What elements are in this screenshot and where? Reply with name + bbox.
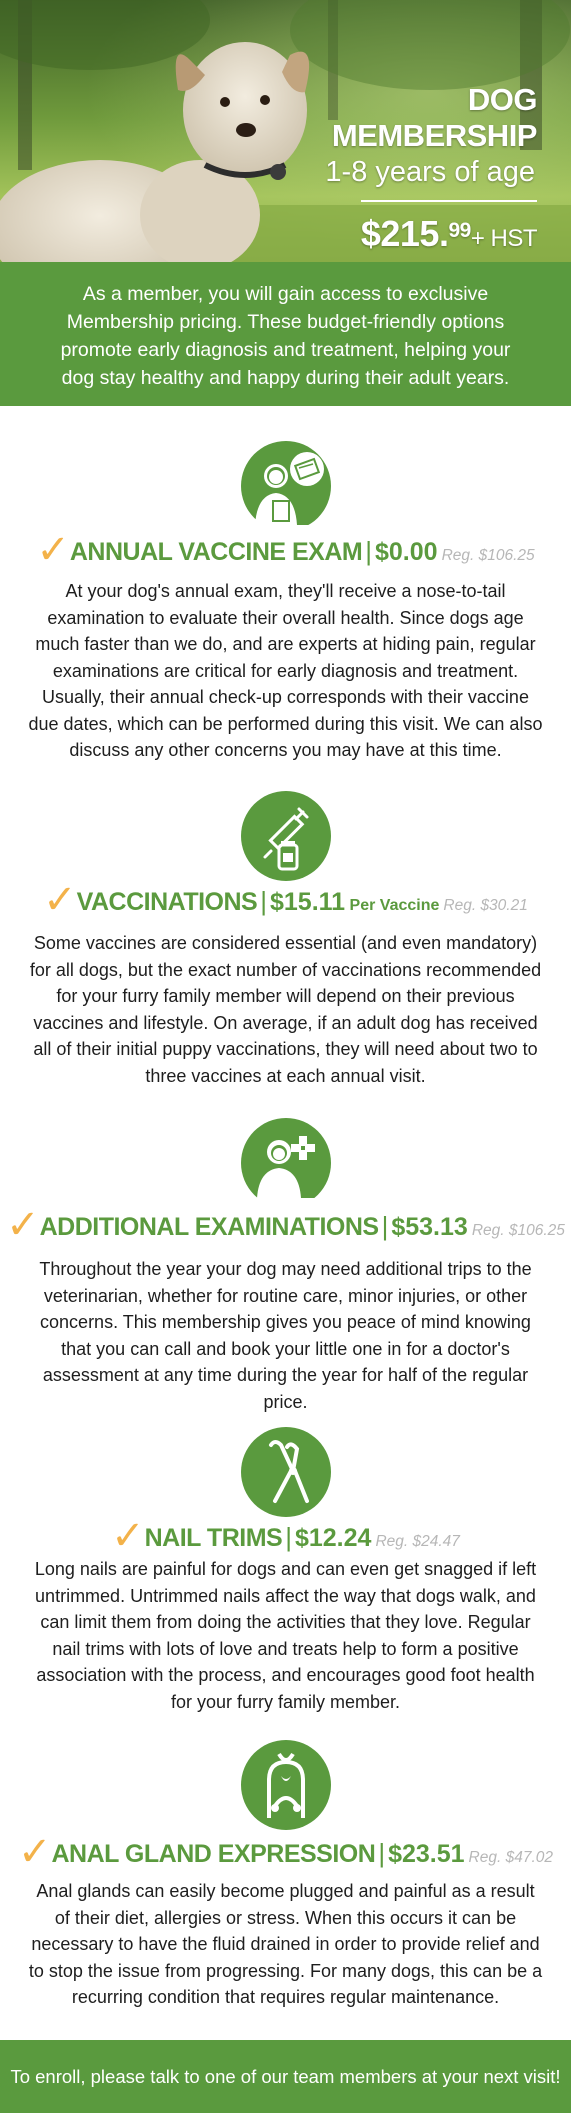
checkmark-icon: ✓ xyxy=(36,528,70,572)
anal-gland-expression-heading xyxy=(0,1829,571,1875)
price-main: $215. xyxy=(360,213,449,254)
additional-examinations-heading xyxy=(0,1202,571,1248)
regular-price: Reg. $24.47 xyxy=(375,1533,460,1550)
service-name: ANNUAL VACCINE EXAM xyxy=(69,538,363,566)
service-price: $0.00 xyxy=(375,538,438,566)
title-divider xyxy=(361,200,537,202)
vet-with-medical-cross-icon xyxy=(241,1118,331,1208)
checkmark-icon: ✓ xyxy=(17,1830,52,1874)
divider: | xyxy=(285,1522,292,1552)
membership-price xyxy=(277,214,537,259)
divider: | xyxy=(381,1211,389,1241)
annual-vaccine-exam-description: At your dog's annual exam, they'll receive a nose-to-tail examination to evaluate their overall health. Since dogs age much faster than we do, and are experts at hiding pain, regular examinations are critical for early diagnosis and treatment. Usually, their annual check-up corresponds with their vaccine due dates, which can be performed during this visit. We can also discuss any other concerns you may have at this time. xyxy=(28,581,543,760)
vet-with-document-icon xyxy=(241,441,331,531)
regular-price: Reg. $30.21 xyxy=(443,897,528,914)
anal-gland-expression-description: Anal glands can easily become plugged and painful as a result of their diet, allergies or stress. When this occurs it can be necessary to have the fluid drained in order to provide relief and to stop the issue from progressing. For many dogs, this can be a recurring condition that requires regular maintenance. xyxy=(28,1881,543,2007)
divider: | xyxy=(365,536,372,566)
checkmark-icon: ✓ xyxy=(6,1203,40,1247)
divider: | xyxy=(260,886,267,916)
price-unit: Per Vaccine xyxy=(349,897,440,914)
service-price: $12.24 xyxy=(294,1524,372,1552)
regular-price: Reg. $106.25 xyxy=(441,547,535,564)
service-name: ANAL GLAND EXPRESSION xyxy=(51,1840,376,1868)
vaccinations-description: Some vaccines are considered essential (and even mandatory) for all dogs, but the exact number of vaccinations recommended for your furry family member will depend on their previous vaccines and lifestyle. On average, if an adult dog has received all of their initial puppy vaccinations, they will need about two to three vaccines at each annual visit. xyxy=(29,933,542,1086)
annual-vaccine-exam-heading xyxy=(0,527,571,573)
service-name: ADDITIONAL EXAMINATIONS xyxy=(39,1213,379,1241)
price-tax: + HST xyxy=(470,225,537,252)
checkmark-icon: ✓ xyxy=(43,878,77,922)
service-name: NAIL TRIMS xyxy=(144,1524,283,1552)
hero-banner xyxy=(0,0,571,262)
intro-text: As a member, you will gain access to exclusive Membership pricing. These budget-friendly options promote early diagnosis and treatment, helping your dog stay healthy and happy during their adult years. xyxy=(60,283,511,389)
membership-title: DOG MEMBERSHIP xyxy=(331,82,537,153)
hero-text xyxy=(277,82,537,259)
regular-price: Reg. $106.25 xyxy=(471,1222,565,1239)
additional-examinations-description: Throughout the year your dog may need additional trips to the veterinarian, whether for routine care, minor injuries, or other concerns. This membership gives you peace of mind knowing that you can call and book your little one in for a doctor's assessment at any time during the year for half of the regular price. xyxy=(39,1259,532,1412)
checkmark-icon: ✓ xyxy=(111,1514,145,1558)
nail-trims-description: Long nails are painful for dogs and can even get snagged if left untrimmed. Untrimmed nails affect the way that dogs walk, and can limit them from doing the activities that they love. Regular nail trims with lots of love and treats help to form a positive association with the process, and encourages good foot health for your furry family member. xyxy=(34,1559,537,1712)
service-price: $15.11 xyxy=(270,888,346,916)
dog-rear-icon xyxy=(241,1740,331,1830)
service-price: $53.13 xyxy=(391,1213,468,1241)
enroll-footer xyxy=(0,2040,571,2113)
service-price: $23.51 xyxy=(388,1840,465,1868)
age-range: 1-8 years of age xyxy=(325,156,535,188)
regular-price: Reg. $47.02 xyxy=(468,1849,554,1866)
service-name: VACCINATIONS xyxy=(76,888,258,916)
vaccinations-heading xyxy=(0,877,571,923)
nail-trims-heading xyxy=(0,1513,571,1559)
divider: | xyxy=(378,1838,386,1868)
intro-band xyxy=(0,262,571,406)
price-cents: 99 xyxy=(448,219,471,242)
enroll-text: To enroll, please talk to one of our team members at your next visit! xyxy=(10,2066,561,2087)
nail-clipper-icon xyxy=(241,1427,331,1517)
syringe-vial-icon xyxy=(241,791,331,881)
